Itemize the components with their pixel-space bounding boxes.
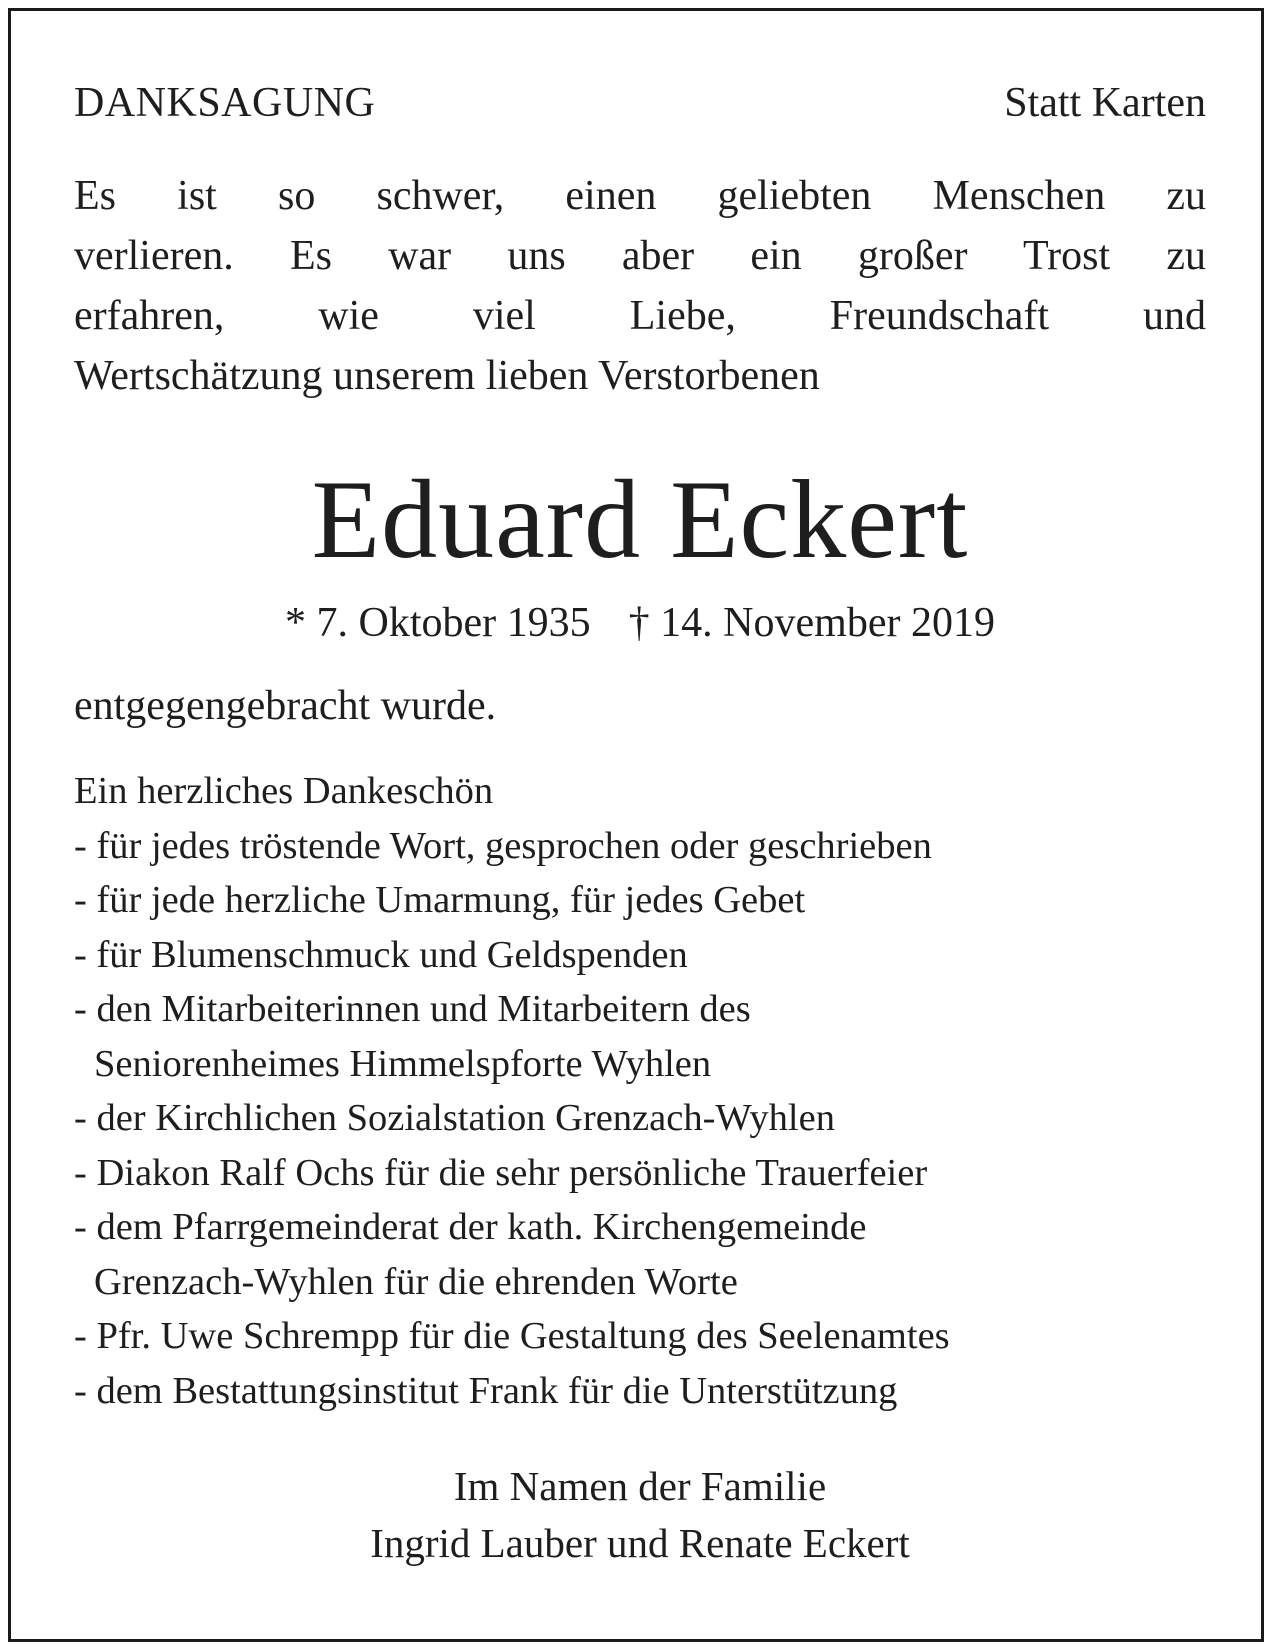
thanks-item: - für jedes tröstende Wort, gesprochen oder geschrieben <box>74 824 932 867</box>
thanks-item: - Diakon Ralf Ochs für die sehr persönliche Trauerfeier <box>74 1151 928 1194</box>
thanks-item: - der Kirchlichen Sozialstation Grenzach-Wyhlen <box>74 1097 835 1139</box>
family-line: Im Namen der Familie <box>453 1463 827 1509</box>
birth-date: * 7. Oktober 1935 <box>285 600 591 646</box>
thanks-item: - den Mitarbeiterinnen und Mitarbeitern des <box>74 988 751 1030</box>
intro-line: Es ist so schwer, einen geliebten Menschen zu <box>74 173 1206 219</box>
thanks-item: - Pfr. Uwe Schrempp für die Gestaltung des Seelenamtes <box>74 1315 950 1357</box>
thanks-item-continuation: Grenzach-Wyhlen für die ehrenden Worte <box>94 1260 738 1303</box>
death-date: † 14. November 2019 <box>628 600 995 646</box>
deceased-name: Eduard Eckert <box>311 458 969 582</box>
thanks-list <box>74 764 1206 1418</box>
intro-closing-line: entgegengebracht wurde. <box>74 683 497 729</box>
intro-paragraph <box>74 166 1206 406</box>
notice-header <box>74 78 1206 128</box>
thanks-item: - dem Pfarrgemeinderat der kath. Kirchengemeinde <box>74 1206 867 1248</box>
statt-karten-label: Statt Karten <box>1004 80 1206 126</box>
intro-line: verlieren. Es war uns aber ein großer Trost zu <box>74 233 1206 279</box>
thanks-item-continuation: Seniorenheimes Himmelspforte Wyhlen <box>94 1042 712 1085</box>
thanks-item: - für Blumenschmuck und Geldspenden <box>74 933 688 976</box>
intro-line: Wertschätzung unserem lieben Verstorbenen <box>74 353 820 399</box>
signature-block <box>74 1458 1206 1572</box>
notice-type-label: DANKSAGUNG <box>74 80 376 126</box>
intro-line: erfahren, wie viel Liebe, Freundschaft und <box>74 293 1206 339</box>
life-dates <box>74 593 1206 653</box>
signatories: Ingrid Lauber und Renate Eckert <box>370 1520 910 1566</box>
thanks-heading: Ein herzliches Dankeschön <box>74 770 494 812</box>
thanks-item: - für jede herzliche Umarmung, für jedes Gebet <box>74 879 806 921</box>
thanks-item: - dem Bestattungsinstitut Frank für die Unterstützung <box>74 1369 898 1412</box>
